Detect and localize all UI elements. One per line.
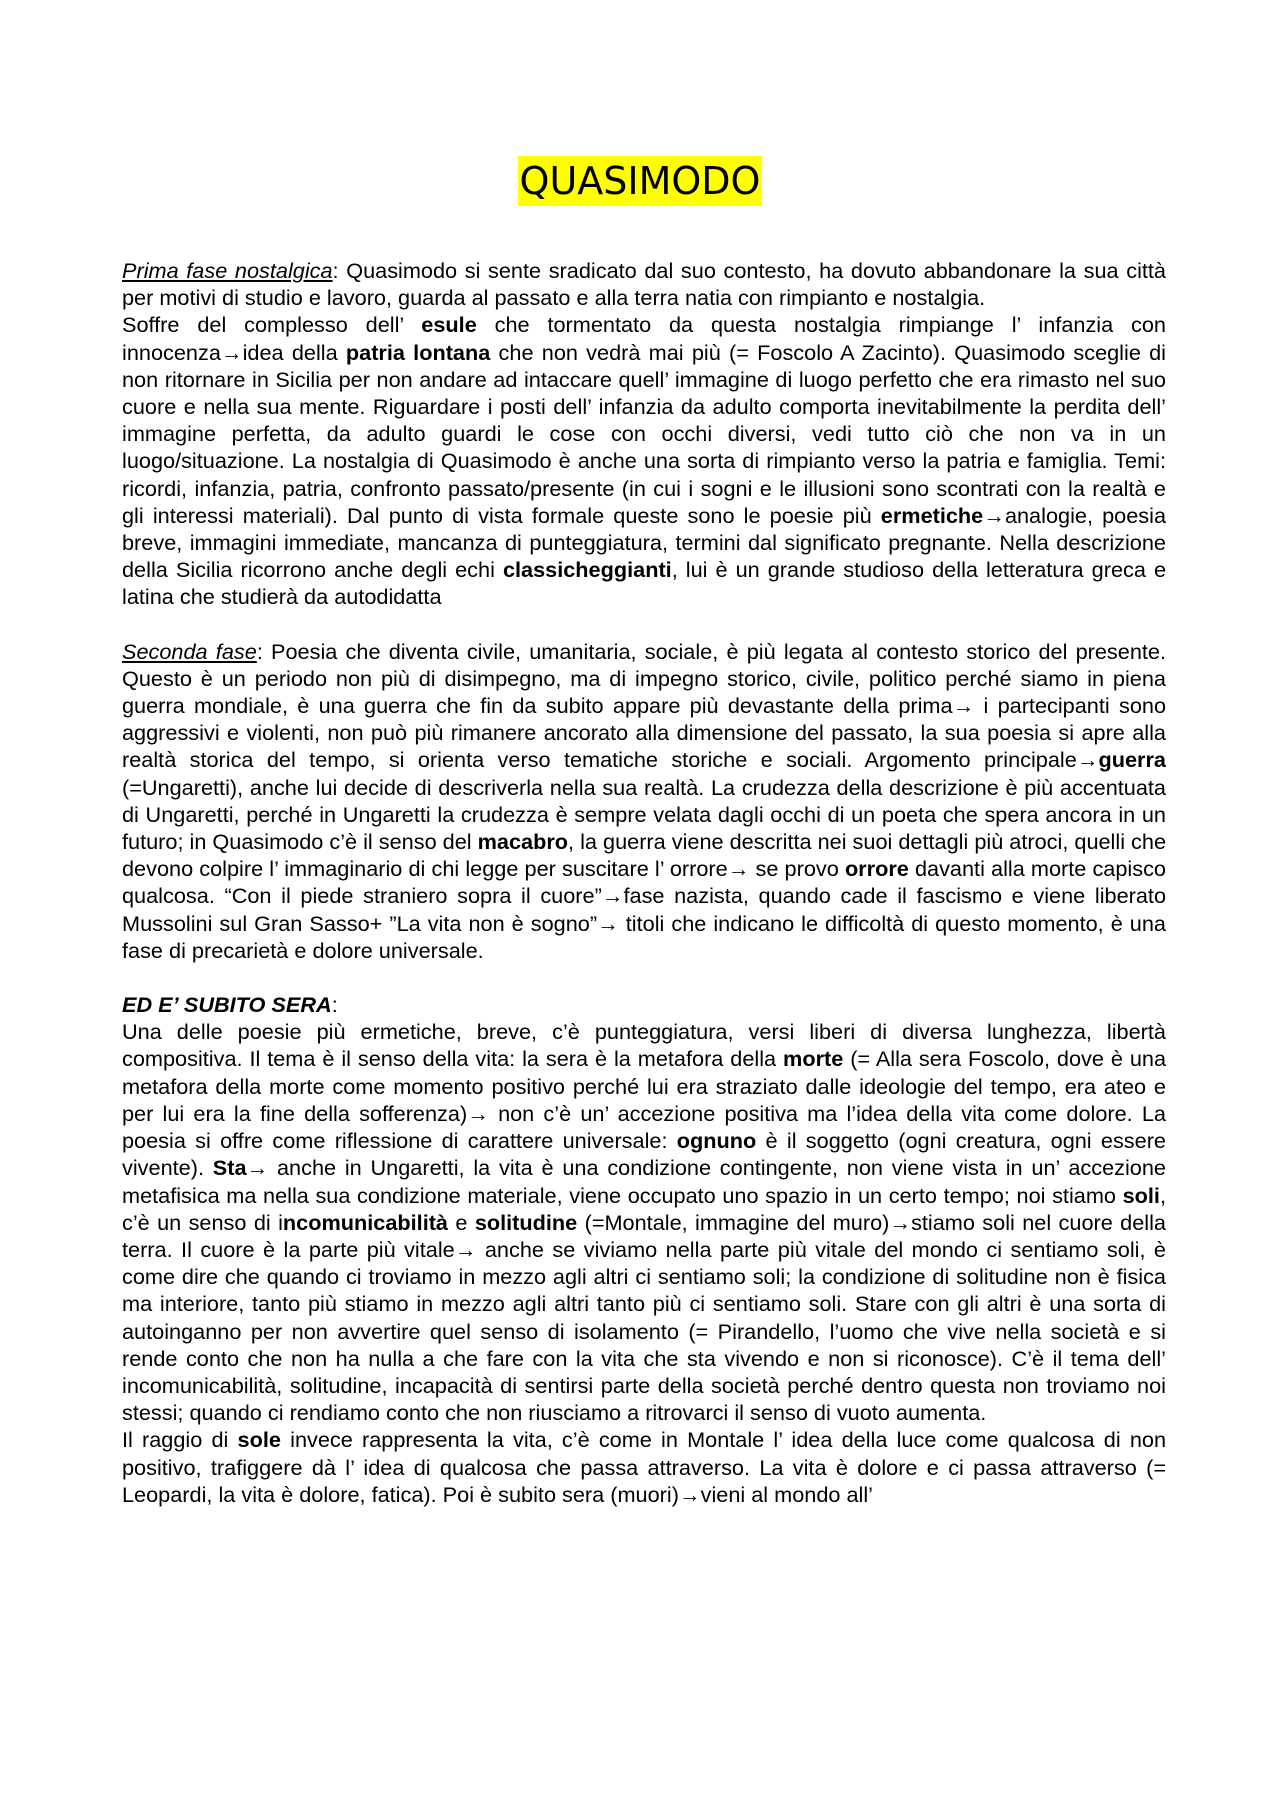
bold-term: classicheggianti — [502, 557, 672, 583]
arrow-icon: → — [246, 1155, 269, 1181]
paragraph-gap — [122, 964, 1166, 991]
paragraph-raggio-di-sole — [122, 1426, 1166, 1508]
text-span: anche in Ungaretti, la vita è una condizione contingente, non viene vista in un’ accezione metafisica ma nella sua condizione materiale, viene occupato uno spazio in un certo tempo; noi stiamo — [122, 1155, 1166, 1208]
arrow-icon: → — [983, 502, 1005, 528]
text-span: : Quasimodo si sente sradicato dal suo contesto, ha dovuto abbandonare la sua città per motivi di studio e lavoro, guarda al passato e alla terra natia con rimpianto e nostalgia. — [122, 258, 1166, 311]
text-span: che non vedrà mai più (= Foscolo A Zacinto). Quasimodo sceglie di non ritornare in Sicilia per non andare ad intaccare quell’ immagine di luogo perfetto che era rimasto nel suo cuore e nella sua mente. Riguardare i posti dell’ infanzia da adulto comporta inevitabilmente la perdita dell’ immagine perfetta, da adulto guardi le cose con occhi diversi, vedi tutto ciò che non va in un luogo/situazione. La nostalgia di Quasimodo è anche una sorta di rimpianto verso la patria e famiglia. Temi: ricordi, infanzia, patria, confronto passato/presente (in cui i sogni e le illusioni sono scontrati con la realtà e gli interessi materiali). Dal punto di vista formale queste sono le poesie più — [122, 339, 1167, 528]
bold-term: esule — [421, 312, 477, 338]
heading-colon: : — [331, 992, 338, 1018]
title-container — [0, 156, 1280, 206]
arrow-icon: → — [220, 339, 243, 365]
document-body — [122, 257, 1166, 1508]
bold-term: morte — [783, 1046, 844, 1072]
text-span: e — [448, 1209, 475, 1235]
text-span: , c’è un senso di i — [122, 1182, 1166, 1235]
text-span: , lui è un grande studioso della letteratura greca e latina che studierà da autodidatta — [122, 557, 1167, 610]
paragraph-prima-fase — [122, 257, 1166, 311]
bold-term: sole — [237, 1427, 281, 1453]
paragraph-esule — [122, 311, 1166, 610]
arrow-icon: → — [597, 910, 619, 936]
bold-term: orrore — [844, 856, 909, 882]
text-span: analogie, poesia breve, immagini immediate, mancanza di punteggiatura, termini dal significato pregnante. Nella descrizione della Sicilia ricorrono anche degli echi — [122, 502, 1167, 583]
bold-term: Sta — [212, 1155, 247, 1181]
text-span: anche se viviamo nella parte più vitale del mondo ci sentiamo soli, è come dire che quando ci troviamo in mezzo agli altri ci sentiamo soli; la condizione di solitudine non è fisica ma interiore, tanto più stiamo in mezzo agli altri tanto più ci sentiamo soli. Stare con gli altri è una sorta di autoinganno per non avvertire quel senso di isolamento (= Pirandello, l’uomo che vive nella società e si rende conto che non ha nulla a che fare con la vita che sta vivendo e non si riconosce). C’è il tema dell’ incomunicabilità, solitudine, incapacità di sentirsi parte della società perché dentro questa non troviamo noi stessi; quando ci rendiamo conto che non riusciamo a ritrovarci il senso di vuoto aumenta. — [122, 1236, 1166, 1426]
arrow-icon: → — [1076, 747, 1099, 773]
text-span: (=Ungaretti), anche lui decide di descriverla nella sua realtà. La crudezza della descrizione è più accentuata di Ungaretti, perché in Ungaretti la crudezza è sempre velata dagli occhi di un poeta che spera ancora in un futuro; in Quasimodo c’è il senso del — [122, 774, 1166, 855]
text-span: è il soggetto (ogni creatura, ogni essere vivente). — [122, 1128, 1166, 1181]
text-span: titoli che indicano le difficoltà di questo momento, è una fase di precarietà e dolore universale. — [122, 910, 1166, 963]
page-title: QUASIMODO — [518, 156, 763, 206]
section-label-prima-fase: Prima fase nostalgica — [122, 258, 333, 283]
text-span: i partecipanti sono aggressivi e violenti, non può più rimanere ancorato alla dimensione del passato, la sua poesia si apre alla realtà storica del tempo, si orienta verso tematiche storiche e sociali. Argomento principale — [122, 693, 1167, 773]
text-span: vieni al mondo all’ — [700, 1481, 873, 1507]
text-span: Soffre del complesso dell’ — [122, 312, 422, 338]
section-heading-ed-e-subito-sera: ED E’ SUBITO SERA — [122, 992, 332, 1018]
bold-term: macabro — [477, 829, 569, 855]
bold-term: patria lontana — [345, 339, 491, 365]
section-heading-paragraph — [122, 991, 1166, 1018]
text-span: stiamo soli nel cuore della terra. Il cuore è la parte più vitale — [122, 1209, 1166, 1262]
text-span: se provo — [749, 856, 845, 882]
text-span: : Poesia che diventa civile, umanitaria, sociale, è più legata al contesto storico del presente. Questo è un periodo non più di disimpegno, ma di impegno storico, civile, politico perché siamo in piena guerra mondiale, è una guerra che fin da subito appare più devastante della prima — [122, 638, 1167, 719]
text-span: , la guerra viene descritta nei suoi dettagli più atroci, quelli che devono colpire l’ immaginario di chi legge per suscitare l’ orrore — [122, 829, 1167, 882]
text-span: che tormentato da questa nostalgia rimpiange l’ infanzia con innocenza — [122, 312, 1166, 365]
arrow-icon: → — [467, 1100, 489, 1126]
bold-term: ermetiche — [880, 502, 984, 528]
paragraph-seconda-fase — [122, 638, 1166, 964]
arrow-icon: → — [727, 856, 750, 882]
text-span: Una delle poesie più ermetiche, breve, c’è punteggiatura, versi liberi di diversa lunghezza, libertà compositiva. Il tema è il senso della vita: la sera è la metafora della — [122, 1019, 1166, 1072]
text-span: non c’è un’ accezione positiva ma l’idea della vita come dolore. La poesia si offre come riflessione di carattere universale: — [122, 1100, 1166, 1154]
bold-term: guerra — [1098, 747, 1166, 773]
bold-term: soli — [1122, 1182, 1160, 1208]
arrow-icon: → — [454, 1236, 477, 1262]
arrow-icon: → — [678, 1481, 701, 1507]
bold-term: ognuno — [676, 1128, 757, 1154]
text-span: (=Montale, immagine del muro) — [577, 1209, 890, 1235]
text-span: fase nazista, quando cade il fascismo e viene liberato Mussolini sul Gran Sasso+ ”La vita non è sogno” — [122, 883, 1167, 936]
paragraph-gap — [122, 611, 1166, 638]
text-span: idea della — [242, 339, 346, 365]
section-label-seconda-fase: Seconda fase — [122, 638, 257, 664]
text-span: davanti alla morte capisco qualcosa. “Con il piede straniero sopra il cuore” — [122, 856, 1166, 909]
bold-term: ncomunicabilità — [282, 1209, 448, 1235]
arrow-icon: → — [601, 883, 624, 909]
arrow-icon: → — [889, 1209, 912, 1235]
paragraph-analisi-poesia — [122, 1018, 1166, 1426]
bold-term: solitudine — [474, 1209, 578, 1235]
text-span: Il raggio di — [122, 1427, 238, 1453]
text-span: invece rappresenta la vita, c’è come in Montale l’ idea della luce come qualcosa di non positivo, trafiggere dà l’ idea di qualcosa che passa attraverso. La vita è dolore e ci passa attraverso (= Leopardi, la vita è dolore, fatica). Poi è subito sera (muori) — [122, 1427, 1167, 1507]
arrow-icon: → — [952, 693, 975, 719]
text-span: (= Alla sera Foscolo, dove è una metafora della morte come momento positivo perché lui era straziato dalle ideologie del tempo, era ateo e per lui era la fine della sofferenza) — [122, 1046, 1167, 1126]
